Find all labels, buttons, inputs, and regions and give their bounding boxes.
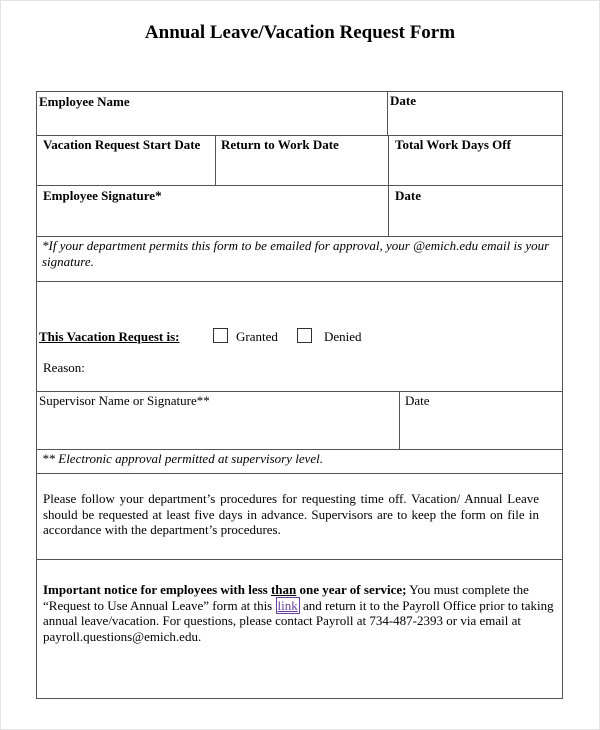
employee-name-label: Employee Name [39,94,130,109]
denied-checkbox[interactable] [297,328,312,343]
supervisor-label: Supervisor Name or Signature** [39,393,210,408]
form-title: Annual Leave/Vacation Request Form [144,22,456,43]
notice-bold-than: than [270,582,297,597]
employee-signature-label: Employee Signature* [43,188,162,203]
important-notice [43,582,555,644]
granted-label: Granted [236,329,278,344]
date-label: Date [390,93,416,108]
supervisor-date-label: Date [405,393,430,408]
granted-checkbox[interactable] [213,328,228,343]
notice-text-end: and return it to the Payroll Office prior to taking annual leave/vacation. For questions, please contact Payroll at 734-487-2393 or via email at payroll.questions@emich.edu. [43,597,554,644]
return-date-label: Return to Work Date [221,137,339,152]
denied-label: Denied [324,329,362,344]
reason-label: Reason: [43,360,85,375]
signature-date-label: Date [395,188,421,203]
notice-bold-end: one year of service; [296,582,407,597]
annual-leave-link[interactable]: link [277,597,298,613]
notice-bold-start: Important notice for employees with less [43,582,271,597]
request-is-label: This Vacation Request is: [39,329,180,344]
start-date-label: Vacation Request Start Date [43,137,201,152]
notice-text-start: You must complete the “Request to Use Annual Leave” form at this [43,582,529,613]
approval-note: ** Electronic approval permitted at supervisory level. [42,451,323,466]
email-note: *If your department permits this form to be emailed for approval, your @emich.edu email is your signature. [42,238,550,269]
procedures-text: Please follow your department’s procedures for requesting time off. Vacation/ Annual Leave should be requested at least five days in advance. Supervisors are to keep the form on file in accordance with the department’s procedures. [43,491,539,537]
total-days-label: Total Work Days Off [395,137,511,152]
